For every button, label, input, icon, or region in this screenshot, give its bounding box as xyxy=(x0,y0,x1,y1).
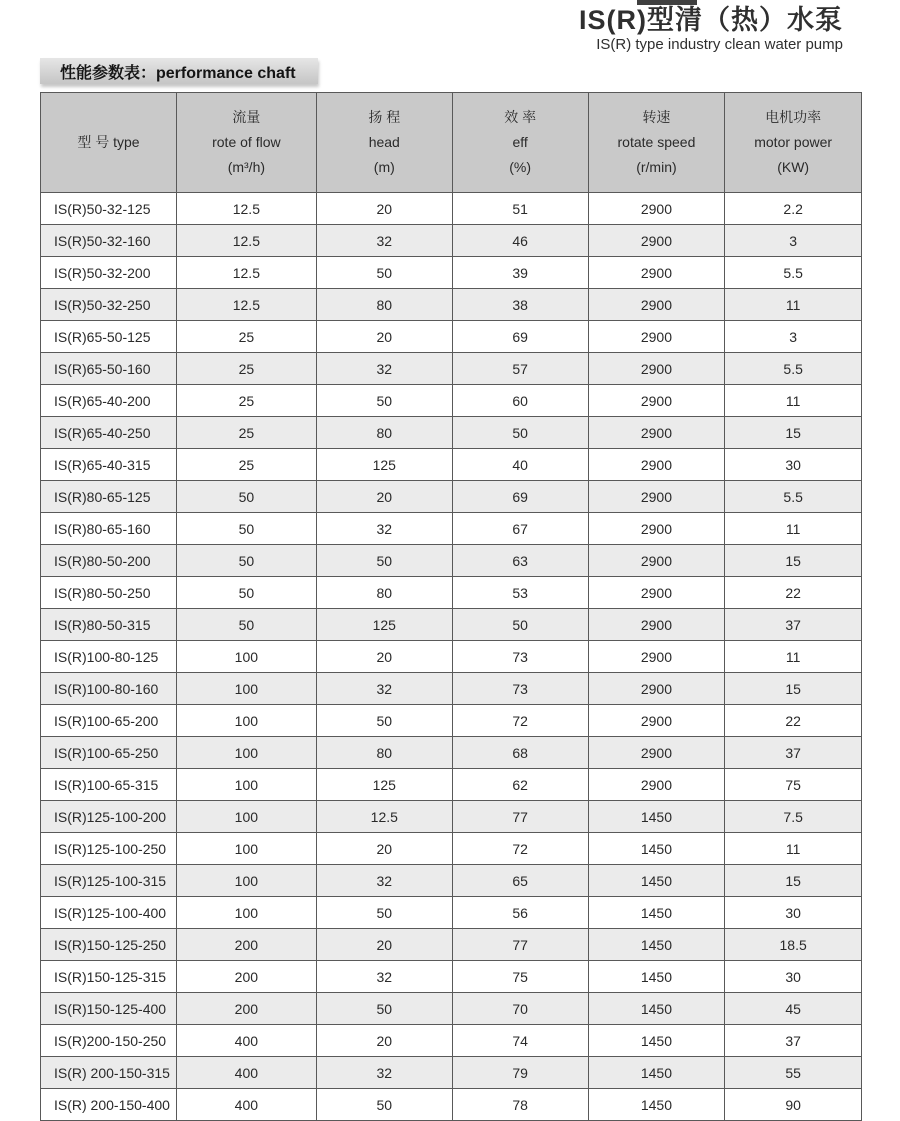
value-cell: 25 xyxy=(176,385,316,417)
value-cell: 32 xyxy=(316,1057,452,1089)
value-cell: 20 xyxy=(316,641,452,673)
pump-model-cell: IS(R)80-65-160 xyxy=(41,513,177,545)
pump-model-cell: IS(R)50-32-200 xyxy=(41,257,177,289)
value-cell: 56 xyxy=(452,897,588,929)
table-row xyxy=(41,993,862,1025)
pump-model-cell: IS(R)125-100-250 xyxy=(41,833,177,865)
value-cell: 3 xyxy=(725,321,862,353)
value-cell: 100 xyxy=(176,833,316,865)
performance-table xyxy=(40,92,862,1121)
page-title-en: IS(R) type industry clean water pump xyxy=(596,36,843,53)
pump-model-cell: IS(R)125-100-315 xyxy=(41,865,177,897)
table-row xyxy=(41,1089,862,1121)
value-cell: 38 xyxy=(452,289,588,321)
value-cell: 74 xyxy=(452,1025,588,1057)
value-cell: 30 xyxy=(725,897,862,929)
col-header-flow-unit: (m³/h) xyxy=(227,159,266,175)
pump-model-cell: IS(R)100-80-160 xyxy=(41,673,177,705)
value-cell: 72 xyxy=(452,705,588,737)
value-cell: 1450 xyxy=(588,1025,725,1057)
value-cell: 25 xyxy=(176,417,316,449)
value-cell: 2900 xyxy=(588,737,725,769)
table-row xyxy=(41,737,862,769)
value-cell: 37 xyxy=(725,609,862,641)
pump-model-cell: IS(R)80-50-315 xyxy=(41,609,177,641)
table-row xyxy=(41,225,862,257)
value-cell: 69 xyxy=(452,321,588,353)
pump-model-cell: IS(R)80-50-250 xyxy=(41,577,177,609)
value-cell: 63 xyxy=(452,545,588,577)
value-cell: 1450 xyxy=(588,993,725,1025)
value-cell: 18.5 xyxy=(725,929,862,961)
table-row xyxy=(41,897,862,929)
table-row xyxy=(41,609,862,641)
value-cell: 77 xyxy=(452,801,588,833)
value-cell: 79 xyxy=(452,1057,588,1089)
value-cell: 15 xyxy=(725,417,862,449)
table-row xyxy=(41,673,862,705)
value-cell: 11 xyxy=(725,833,862,865)
pump-model-cell: IS(R)125-100-200 xyxy=(41,801,177,833)
col-header-power-en: motor power xyxy=(754,134,833,150)
section-label: 性能参数表：performance chaft xyxy=(60,64,296,82)
table-row xyxy=(41,385,862,417)
value-cell: 2900 xyxy=(588,513,725,545)
pump-model-cell: IS(R)100-65-250 xyxy=(41,737,177,769)
value-cell: 11 xyxy=(725,641,862,673)
value-cell: 2900 xyxy=(588,449,725,481)
value-cell: 46 xyxy=(452,225,588,257)
col-header-type xyxy=(41,93,177,193)
table-row xyxy=(41,545,862,577)
value-cell: 67 xyxy=(452,513,588,545)
value-cell: 69 xyxy=(452,481,588,513)
value-cell: 62 xyxy=(452,769,588,801)
col-header-speed-unit: (r/min) xyxy=(636,159,677,175)
value-cell: 50 xyxy=(316,1089,452,1121)
page-title-block xyxy=(579,5,843,54)
col-header-flow-cn: 流量 xyxy=(232,109,261,125)
value-cell: 25 xyxy=(176,449,316,481)
value-cell: 90 xyxy=(725,1089,862,1121)
value-cell: 73 xyxy=(452,641,588,673)
value-cell: 30 xyxy=(725,449,862,481)
value-cell: 2900 xyxy=(588,481,725,513)
value-cell: 50 xyxy=(176,609,316,641)
table-row xyxy=(41,257,862,289)
pump-model-cell: IS(R)65-40-250 xyxy=(41,417,177,449)
table-row xyxy=(41,1025,862,1057)
table-row xyxy=(41,289,862,321)
value-cell: 68 xyxy=(452,737,588,769)
pump-model-cell: IS(R)100-65-315 xyxy=(41,769,177,801)
value-cell: 45 xyxy=(725,993,862,1025)
value-cell: 2900 xyxy=(588,417,725,449)
value-cell: 12.5 xyxy=(176,257,316,289)
col-header-head-en: head xyxy=(368,134,400,150)
pump-model-cell: IS(R)50-32-125 xyxy=(41,193,177,225)
value-cell: 125 xyxy=(316,609,452,641)
value-cell: 15 xyxy=(725,545,862,577)
value-cell: 20 xyxy=(316,833,452,865)
value-cell: 50 xyxy=(316,545,452,577)
col-header-speed-en: rotate speed xyxy=(617,134,696,150)
value-cell: 50 xyxy=(452,417,588,449)
value-cell: 125 xyxy=(316,449,452,481)
table-row xyxy=(41,417,862,449)
value-cell: 2.2 xyxy=(725,193,862,225)
value-cell: 2900 xyxy=(588,577,725,609)
table-row xyxy=(41,801,862,833)
value-cell: 50 xyxy=(452,609,588,641)
value-cell: 100 xyxy=(176,737,316,769)
value-cell: 2900 xyxy=(588,641,725,673)
col-header-speed-cn: 转速 xyxy=(642,109,671,125)
pump-model-cell: IS(R)65-50-125 xyxy=(41,321,177,353)
value-cell: 75 xyxy=(725,769,862,801)
value-cell: 51 xyxy=(452,193,588,225)
value-cell: 12.5 xyxy=(176,225,316,257)
value-cell: 32 xyxy=(316,513,452,545)
value-cell: 1450 xyxy=(588,801,725,833)
value-cell: 20 xyxy=(316,193,452,225)
value-cell: 70 xyxy=(452,993,588,1025)
col-header-power-cn: 电机功率 xyxy=(765,109,822,125)
value-cell: 80 xyxy=(316,737,452,769)
table-row xyxy=(41,705,862,737)
value-cell: 2900 xyxy=(588,321,725,353)
value-cell: 22 xyxy=(725,577,862,609)
pump-model-cell: IS(R)65-40-315 xyxy=(41,449,177,481)
table-row xyxy=(41,353,862,385)
value-cell: 57 xyxy=(452,353,588,385)
value-cell: 53 xyxy=(452,577,588,609)
value-cell: 12.5 xyxy=(316,801,452,833)
value-cell: 1450 xyxy=(588,929,725,961)
value-cell: 12.5 xyxy=(176,193,316,225)
value-cell: 1450 xyxy=(588,1057,725,1089)
col-header-speed xyxy=(588,93,725,193)
value-cell: 2900 xyxy=(588,193,725,225)
value-cell: 2900 xyxy=(588,545,725,577)
value-cell: 100 xyxy=(176,865,316,897)
value-cell: 20 xyxy=(316,481,452,513)
value-cell: 50 xyxy=(176,513,316,545)
value-cell: 11 xyxy=(725,289,862,321)
value-cell: 15 xyxy=(725,673,862,705)
section-header-bar xyxy=(40,58,318,84)
value-cell: 20 xyxy=(316,321,452,353)
value-cell: 55 xyxy=(725,1057,862,1089)
value-cell: 7.5 xyxy=(725,801,862,833)
pump-model-cell: IS(R)65-40-200 xyxy=(41,385,177,417)
value-cell: 100 xyxy=(176,897,316,929)
value-cell: 100 xyxy=(176,801,316,833)
value-cell: 75 xyxy=(452,961,588,993)
value-cell: 60 xyxy=(452,385,588,417)
value-cell: 1450 xyxy=(588,897,725,929)
value-cell: 11 xyxy=(725,385,862,417)
value-cell: 50 xyxy=(316,993,452,1025)
table-row xyxy=(41,961,862,993)
value-cell: 15 xyxy=(725,865,862,897)
pump-model-cell: IS(R)100-80-125 xyxy=(41,641,177,673)
value-cell: 1450 xyxy=(588,1089,725,1121)
value-cell: 5.5 xyxy=(725,257,862,289)
value-cell: 32 xyxy=(316,961,452,993)
value-cell: 50 xyxy=(316,705,452,737)
value-cell: 72 xyxy=(452,833,588,865)
table-row xyxy=(41,577,862,609)
value-cell: 32 xyxy=(316,673,452,705)
value-cell: 78 xyxy=(452,1089,588,1121)
value-cell: 80 xyxy=(316,577,452,609)
pump-model-cell: IS(R)80-65-125 xyxy=(41,481,177,513)
table-row xyxy=(41,769,862,801)
value-cell: 5.5 xyxy=(725,353,862,385)
pump-model-cell: IS(R)80-50-200 xyxy=(41,545,177,577)
value-cell: 100 xyxy=(176,673,316,705)
value-cell: 39 xyxy=(452,257,588,289)
value-cell: 65 xyxy=(452,865,588,897)
table-row xyxy=(41,481,862,513)
col-header-head xyxy=(316,93,452,193)
value-cell: 2900 xyxy=(588,609,725,641)
pump-model-cell: IS(R) 200-150-400 xyxy=(41,1089,177,1121)
pump-model-cell: IS(R)100-65-200 xyxy=(41,705,177,737)
page-title-cn: IS(R)型清（热）水泵 xyxy=(579,5,843,35)
pump-model-cell: IS(R)200-150-250 xyxy=(41,1025,177,1057)
value-cell: 80 xyxy=(316,289,452,321)
col-header-flow-en: rote of flow xyxy=(212,134,281,150)
value-cell: 125 xyxy=(316,769,452,801)
value-cell: 400 xyxy=(176,1089,316,1121)
table-header-row xyxy=(41,93,862,193)
col-header-type-label: 型 号 type xyxy=(77,134,140,150)
value-cell: 32 xyxy=(316,225,452,257)
value-cell: 12.5 xyxy=(176,289,316,321)
col-header-power-unit: (KW) xyxy=(777,159,810,175)
col-header-power xyxy=(725,93,862,193)
col-header-head-unit: (m) xyxy=(373,159,395,175)
value-cell: 37 xyxy=(725,1025,862,1057)
value-cell: 25 xyxy=(176,353,316,385)
value-cell: 20 xyxy=(316,929,452,961)
value-cell: 50 xyxy=(176,577,316,609)
table-row xyxy=(41,929,862,961)
value-cell: 30 xyxy=(725,961,862,993)
col-header-eff-unit: (%) xyxy=(509,159,532,175)
value-cell: 2900 xyxy=(588,289,725,321)
col-header-eff-en: eff xyxy=(512,134,528,150)
value-cell: 80 xyxy=(316,417,452,449)
col-header-flow xyxy=(176,93,316,193)
value-cell: 32 xyxy=(316,353,452,385)
value-cell: 40 xyxy=(452,449,588,481)
value-cell: 22 xyxy=(725,705,862,737)
table-row xyxy=(41,833,862,865)
pump-model-cell: IS(R)150-125-315 xyxy=(41,961,177,993)
value-cell: 2900 xyxy=(588,385,725,417)
value-cell: 11 xyxy=(725,513,862,545)
value-cell: 100 xyxy=(176,769,316,801)
value-cell: 2900 xyxy=(588,673,725,705)
pump-model-cell: IS(R)50-32-250 xyxy=(41,289,177,321)
table-row xyxy=(41,641,862,673)
value-cell: 200 xyxy=(176,929,316,961)
value-cell: 5.5 xyxy=(725,481,862,513)
value-cell: 50 xyxy=(176,545,316,577)
value-cell: 3 xyxy=(725,225,862,257)
pump-model-cell: IS(R)50-32-160 xyxy=(41,225,177,257)
value-cell: 50 xyxy=(316,385,452,417)
col-header-eff xyxy=(452,93,588,193)
value-cell: 1450 xyxy=(588,865,725,897)
value-cell: 37 xyxy=(725,737,862,769)
value-cell: 50 xyxy=(176,481,316,513)
value-cell: 200 xyxy=(176,993,316,1025)
table-row xyxy=(41,1057,862,1089)
value-cell: 2900 xyxy=(588,257,725,289)
table-row xyxy=(41,865,862,897)
value-cell: 2900 xyxy=(588,225,725,257)
value-cell: 1450 xyxy=(588,833,725,865)
value-cell: 2900 xyxy=(588,705,725,737)
pump-model-cell: IS(R)65-50-160 xyxy=(41,353,177,385)
col-header-eff-cn: 效 率 xyxy=(504,109,537,125)
value-cell: 2900 xyxy=(588,769,725,801)
value-cell: 25 xyxy=(176,321,316,353)
pump-model-cell: IS(R)150-125-250 xyxy=(41,929,177,961)
value-cell: 100 xyxy=(176,705,316,737)
value-cell: 2900 xyxy=(588,353,725,385)
table-row xyxy=(41,193,862,225)
value-cell: 20 xyxy=(316,1025,452,1057)
table-row xyxy=(41,449,862,481)
value-cell: 400 xyxy=(176,1025,316,1057)
pump-model-cell: IS(R) 200-150-315 xyxy=(41,1057,177,1089)
value-cell: 50 xyxy=(316,257,452,289)
value-cell: 1450 xyxy=(588,961,725,993)
value-cell: 50 xyxy=(316,897,452,929)
pump-model-cell: IS(R)125-100-400 xyxy=(41,897,177,929)
pump-model-cell: IS(R)150-125-400 xyxy=(41,993,177,1025)
value-cell: 200 xyxy=(176,961,316,993)
value-cell: 73 xyxy=(452,673,588,705)
table-row xyxy=(41,321,862,353)
table-row xyxy=(41,513,862,545)
value-cell: 77 xyxy=(452,929,588,961)
value-cell: 100 xyxy=(176,641,316,673)
value-cell: 32 xyxy=(316,865,452,897)
col-header-head-cn: 扬 程 xyxy=(368,109,401,125)
table-body xyxy=(41,193,862,1121)
value-cell: 400 xyxy=(176,1057,316,1089)
